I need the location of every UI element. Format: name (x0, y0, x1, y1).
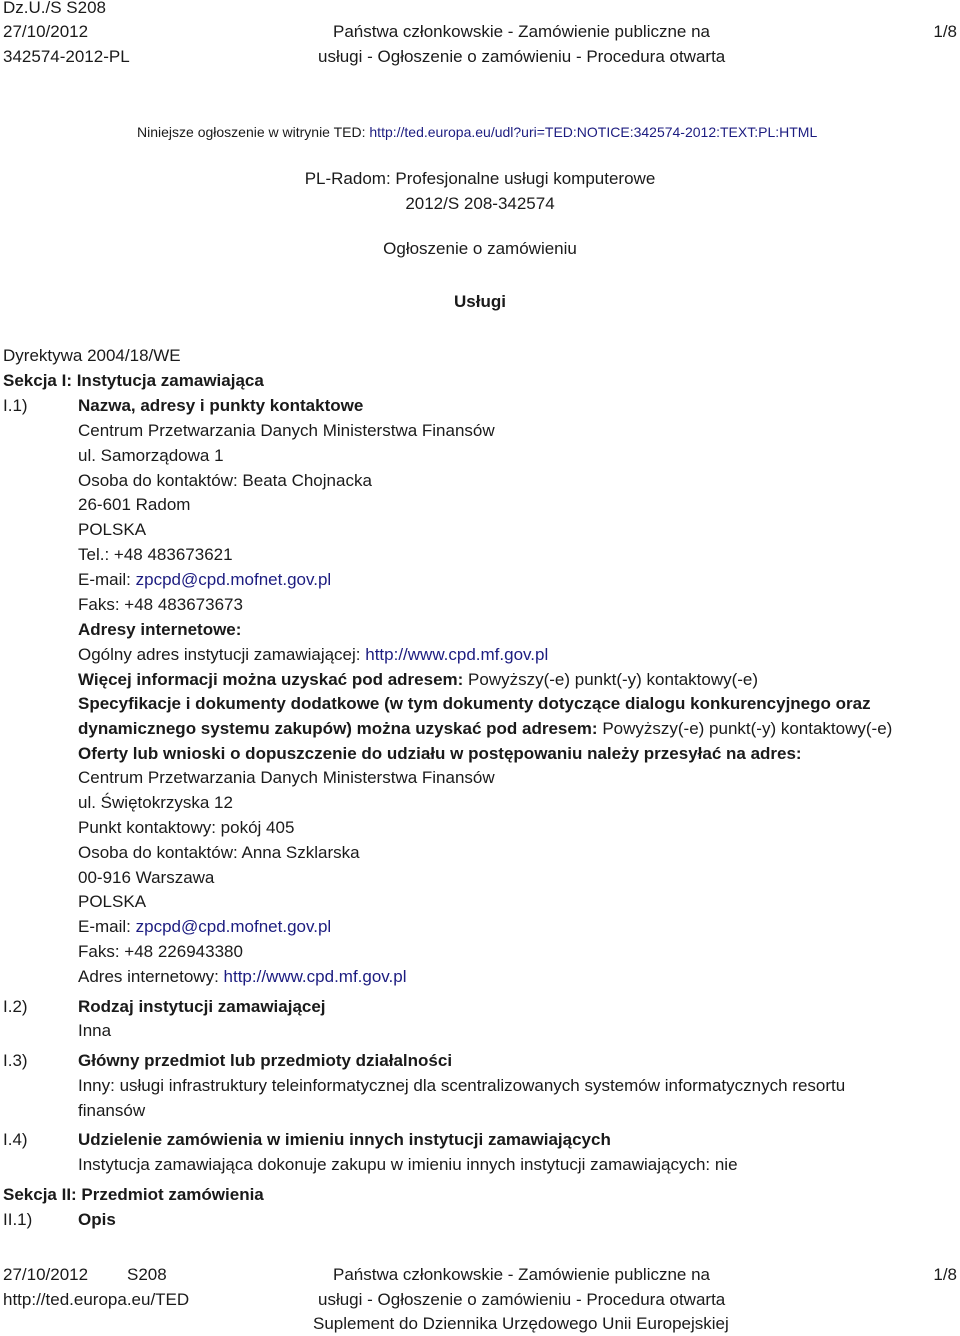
i1-street: ul. Samorządowa 1 (78, 446, 224, 465)
notice-url-link[interactable]: http://ted.europa.eu/udl?uri=TED:NOTICE:342574-2012:TEXT:PL:HTML (369, 124, 818, 140)
i1-internet-heading: Adresy internetowe: (78, 620, 242, 639)
notice-title: PL-Radom: Profesjonalne usługi komputerowe (304, 169, 656, 188)
section-ii-heading: Sekcja II: Przedmiot zamówienia (3, 1185, 264, 1204)
i1-offers-contact: Osoba do kontaktów: Anna Szklarska (78, 843, 360, 862)
i1-more-info-value: Powyższy(-e) punkt(-y) kontaktowy(-e) (468, 670, 759, 689)
footer-supplement: Suplement do Dziennika Urzędowego Unii Europejskiej (313, 1314, 729, 1333)
directive: Dyrektywa 2004/18/WE (3, 346, 181, 365)
i1-offers-email-label: E-mail: (78, 917, 136, 936)
footer-series: S208 (127, 1265, 167, 1284)
footer-title-line2: usługi - Ogłoszenie o zamówieniu - Procedura otwarta (318, 1290, 726, 1309)
i1-offers-city: 00-916 Warszawa (78, 868, 215, 887)
i1-offers-email-line (78, 915, 331, 939)
i1-offers-country: POLSKA (78, 892, 147, 911)
section-i-heading: Sekcja I: Instytucja zamawiająca (3, 371, 264, 390)
notice-type: Ogłoszenie o zamówieniu (383, 239, 577, 258)
i3-line1: Inny: usługi infrastruktury teleinformatycznej dla scentralizowanych systemów informatycznych resortu (78, 1076, 846, 1095)
i1-offers-web-link[interactable]: http://www.cpd.mf.gov.pl (223, 967, 407, 986)
i4-number: I.4) (3, 1130, 28, 1149)
i1-fax: Faks: +48 483673673 (78, 595, 243, 614)
i1-country: POLSKA (78, 520, 147, 539)
i2-heading: Rodzaj instytucji zamawiającej (78, 997, 326, 1016)
notice-number: 2012/S 208-342574 (405, 194, 555, 213)
i3-number: I.3) (3, 1051, 28, 1070)
contract-type: Usługi (454, 292, 506, 311)
i1-city: 26-601 Radom (78, 495, 191, 514)
i1-specifications-line2 (78, 717, 892, 741)
header-date: 27/10/2012 (3, 22, 89, 41)
i1-more-info-line (78, 668, 758, 692)
i1-offers-fax: Faks: +48 226943380 (78, 942, 243, 961)
i1-specifications-label: dynamicznego systemu zakupów) można uzyskać pod adresem: (78, 719, 603, 738)
i1-specifications-value: Powyższy(-e) punkt(-y) kontaktowy(-e) (602, 719, 893, 738)
i1-general-address-line (78, 643, 548, 667)
i1-email-label: E-mail: (78, 570, 136, 589)
i1-organisation: Centrum Przetwarzania Danych Ministerstwa Finansów (78, 421, 495, 440)
i4-value: Instytucja zamawiająca dokonuje zakupu w imieniu innych instytucji zamawiających: nie (78, 1155, 738, 1174)
notice-url-intro: Niniejsze ogłoszenie w witrynie TED: (137, 124, 370, 140)
i1-email-line (78, 568, 331, 592)
i1-contact-person: Osoba do kontaktów: Beata Chojnacka (78, 471, 372, 490)
header-journal-ref: Dz.U./S S208 (3, 0, 106, 17)
footer-url: http://ted.europa.eu/TED (3, 1290, 190, 1309)
i1-number: I.1) (3, 396, 28, 415)
i1-offers-organisation: Centrum Przetwarzania Danych Ministerstwa Finansów (78, 768, 495, 787)
i1-phone: Tel.: +48 483673621 (78, 545, 233, 564)
i1-general-address-link[interactable]: http://www.cpd.mf.gov.pl (365, 645, 549, 664)
i1-more-info-label: Więcej informacji można uzyskać pod adresem: (78, 670, 469, 689)
i1-offers-email-link[interactable]: zpcpd@cpd.mofnet.gov.pl (135, 917, 332, 936)
i1-specifications-line1: Specyfikacje i dokumenty dodatkowe (w tym dokumenty dotyczące dialogu konkurencyjnego oraz (78, 694, 871, 713)
footer-date: 27/10/2012 (3, 1265, 89, 1284)
header-page-number: 1/8 (933, 22, 957, 41)
i3-line2: finansów (78, 1101, 146, 1120)
footer-page-number: 1/8 (933, 1265, 957, 1284)
ii1-number: II.1) (3, 1210, 33, 1229)
i1-offers-street: ul. Świętokrzyska 12 (78, 793, 233, 812)
header-title-line1: Państwa członkowskie - Zamówienie publiczne na (333, 22, 711, 41)
i1-email-link[interactable]: zpcpd@cpd.mofnet.gov.pl (135, 570, 332, 589)
i1-general-address-label: Ogólny adres instytucji zamawiającej: (78, 645, 366, 664)
i1-offers-heading: Oferty lub wnioski o dopuszczenie do udziału w postępowaniu należy przesyłać na adres: (78, 744, 802, 763)
i1-offers-web-line (78, 965, 407, 989)
header-title-line2: usługi - Ogłoszenie o zamówieniu - Procedura otwarta (318, 47, 726, 66)
i2-value: Inna (78, 1021, 112, 1040)
i3-heading: Główny przedmiot lub przedmioty działalności (78, 1051, 453, 1070)
header-notice-id: 342574-2012-PL (3, 47, 130, 66)
i1-heading: Nazwa, adresy i punkty kontaktowe (78, 396, 364, 415)
notice-url-line (137, 123, 817, 141)
i1-offers-point: Punkt kontaktowy: pokój 405 (78, 818, 295, 837)
ii1-heading: Opis (78, 1210, 116, 1229)
i1-offers-web-label: Adres internetowy: (78, 967, 224, 986)
i4-heading: Udzielenie zamówienia w imieniu innych instytucji zamawiających (78, 1130, 611, 1149)
footer-title-line1: Państwa członkowskie - Zamówienie publiczne na (333, 1265, 711, 1284)
i2-number: I.2) (3, 997, 28, 1016)
